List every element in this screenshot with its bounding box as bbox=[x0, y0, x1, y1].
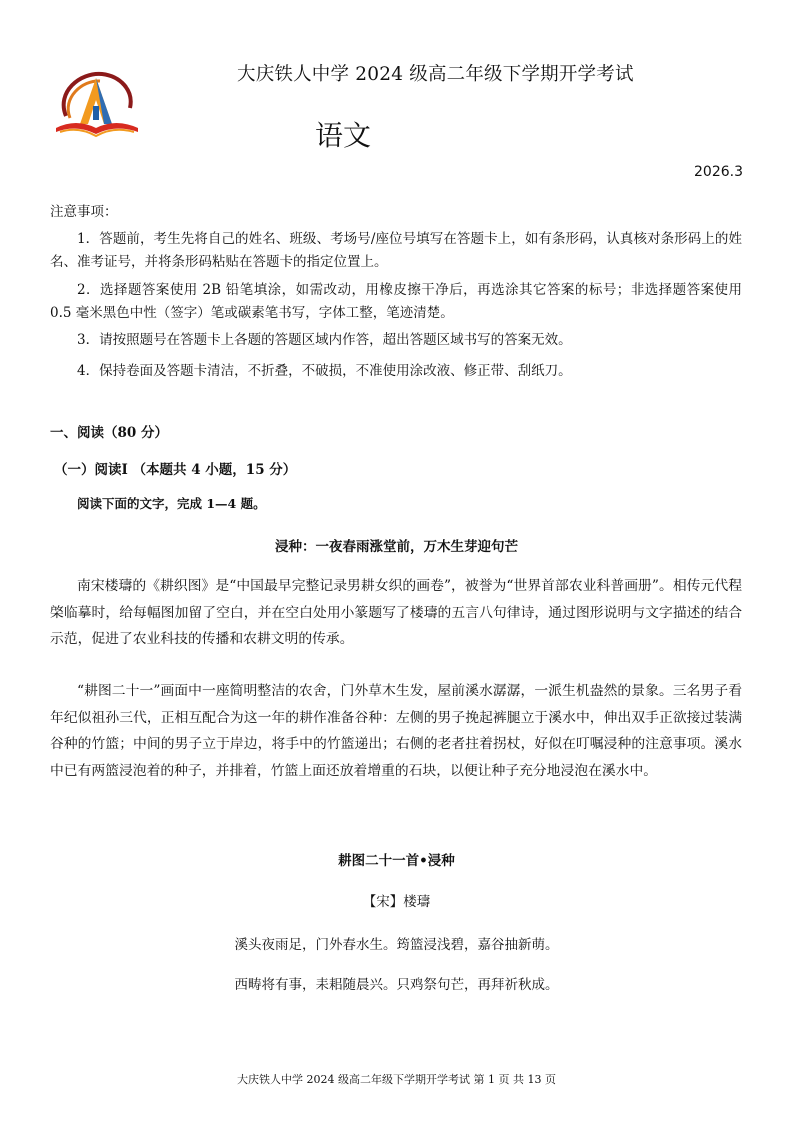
reading-instruction: 阅读下面的文字，完成 1—4 题。 bbox=[77, 496, 266, 511]
note-item: 3．请按照题号在答题卡上各题的答题区域内作答，超出答题区域书写的答案无效。 bbox=[77, 332, 572, 348]
page-footer: 大庆铁人中学 2024 级高二年级下学期开学考试 第 1 页 共 13 页 bbox=[237, 1073, 556, 1086]
note-item: 2．选择题答案使用 2B 铅笔填涂，如需改动，用橡皮擦干净后，再选涂其它答案的标号；非选择题答案使用 0.5 毫米黑色中性（签字）笔或碳素笔书写，字体工整，笔迹清楚。 bbox=[50, 282, 742, 321]
notes-heading: 注意事项： bbox=[50, 204, 118, 220]
subject-title: 语文 bbox=[315, 119, 372, 152]
exam-date: 2026.3 bbox=[694, 164, 743, 180]
poem-line: 西畴将有事，耒耜随晨兴。只鸡祭句芒，再拜祈秋成。 bbox=[234, 977, 559, 993]
poem-title: 耕图二十一首•浸种 bbox=[338, 853, 455, 869]
school-emblem-icon bbox=[50, 66, 142, 140]
note-item: 1．答题前，考生先将自己的姓名、班级、考场号/座位号填写在答题卡上，如有条形码，认真核对条形码上的姓名、准考证号，并将条形码粘贴在答题卡的指定位置上。 bbox=[50, 231, 742, 270]
note-item: 4．保持卷面及答题卡清洁，不折叠，不破损，不准使用涂改液、修正带、刮纸刀。 bbox=[77, 363, 572, 379]
school-logo bbox=[50, 66, 142, 140]
exam-title: 大庆铁人中学 2024 级高二年级下学期开学考试 bbox=[237, 64, 634, 85]
poem-line: 溪头夜雨足，门外春水生。筠篮浸浅碧，嘉谷抽新萌。 bbox=[234, 937, 559, 953]
article-paragraph: “耕图二十一”画面中一座简明整洁的农舍，门外草木生发，屋前溪水潺潺，一派生机盎然的景象。三名男子看年纪似祖孙三代，正相互配合为这一年的耕作准备谷种：左侧的男子挽起裤腿立于溪水中，伸出双手正欲接过装满谷种的竹篮；中间的男子立于岸边，将手中的竹篮递出；右侧的老者拄着拐杖，好似在叮嘱浸种的注意事项。溪水中已有两篮浸泡着的种子，并排着，竹篮上面还放着增重的石块，以便让种子充分地浸泡在溪水中。 bbox=[50, 683, 742, 779]
poem-author: 【宋】楼璹 bbox=[362, 894, 431, 910]
article-paragraph: 南宋楼璹的《耕织图》是“中国最早完整记录男耕女织的画卷”，被誉为“世界首部农业科普画册”。相传元代程棨临摹时，给每幅图加留了空白，并在空白处用小篆题写了楼璹的五言八句律诗，通过图形说明与文字描述的结合示范，促进了农业科技的传播和农耕文明的传承。 bbox=[50, 578, 742, 647]
subsection-heading: （一）阅读Ⅰ （本题共 4 小题，15 分） bbox=[54, 462, 297, 478]
section-heading: 一、阅读（80 分） bbox=[50, 425, 168, 441]
article-title: 浸种：一夜春雨涨堂前，万木生芽迎句芒 bbox=[275, 539, 518, 555]
